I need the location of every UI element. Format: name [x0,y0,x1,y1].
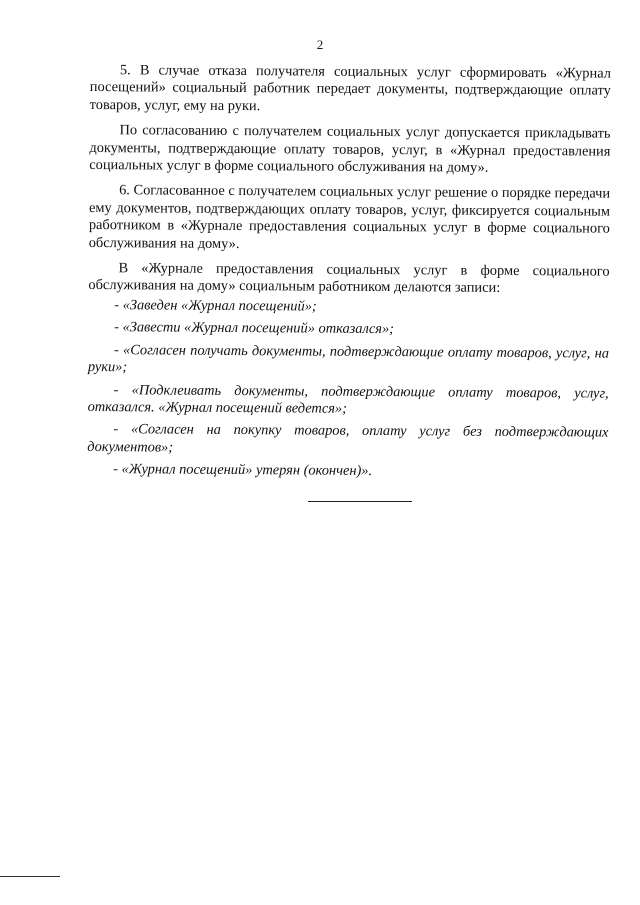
entry-dash: - [114,319,123,336]
end-of-document-rule [308,501,412,502]
list-item [87,421,608,459]
entry-text: «Журнал посещений» утерян (окончен)». [121,461,373,480]
paragraph-journal-records: В «Журнале предоставления социальных услуг в форме социального обслуживания на дому» социальным работником делаются записи: [88,260,610,297]
entry-dash: - [113,421,132,438]
entry-dash: - [114,297,123,314]
paragraph-attach-documents: По согласованию с получателем социальных услуг допускается прикладывать документы, подтверждающие оплату товаров, услуг, в «Журнал предоставления социальных услуг в форме социального обслуживания на дому». [89,122,611,176]
entry-text: «Заведен «Журнал посещений»; [122,297,317,315]
entry-text: «Согласен получать документы, подтверждающие оплату товаров, услуг, на руки»; [87,341,610,376]
list-item [88,342,609,380]
entry-text: «Завести «Журнал посещений» отказался»; [122,319,395,338]
page-number: 2 [316,37,324,52]
journal-entries-list [87,297,609,482]
entry-dash: - [113,461,122,478]
list-item [88,381,609,419]
list-item [87,461,608,482]
paragraph-refusal: 5. В случае отказа получателя социальных услуг сформировать «Журнал посещений» социальный работник передает документы, подтверждающие оплату товаров, услуг, ему на руки. [89,62,611,115]
entry-text: «Подклеивать документы, подтверждающие оплату товаров, услуг, отказался. «Журнал посещений ведется»; [87,381,609,417]
entry-dash: - [113,381,132,398]
scan-edge-line [0,876,60,877]
entry-dash: - [113,341,124,358]
document-body [87,62,611,487]
entry-text: «Согласен на покупку товаров, оплату услуг без подтверждающих документов»; [87,421,609,456]
list-item [88,319,609,340]
list-item [88,297,609,318]
paragraph-agreed-decision: 6. Согласованное с получателем социальных услуг решение о порядке передачи ему документов, подтверждающих оплату товаров, услуг, фиксируется социальным работником в «Журнале предоставления социальных услуг в форме социального обслуживания на дому». [88,182,611,252]
